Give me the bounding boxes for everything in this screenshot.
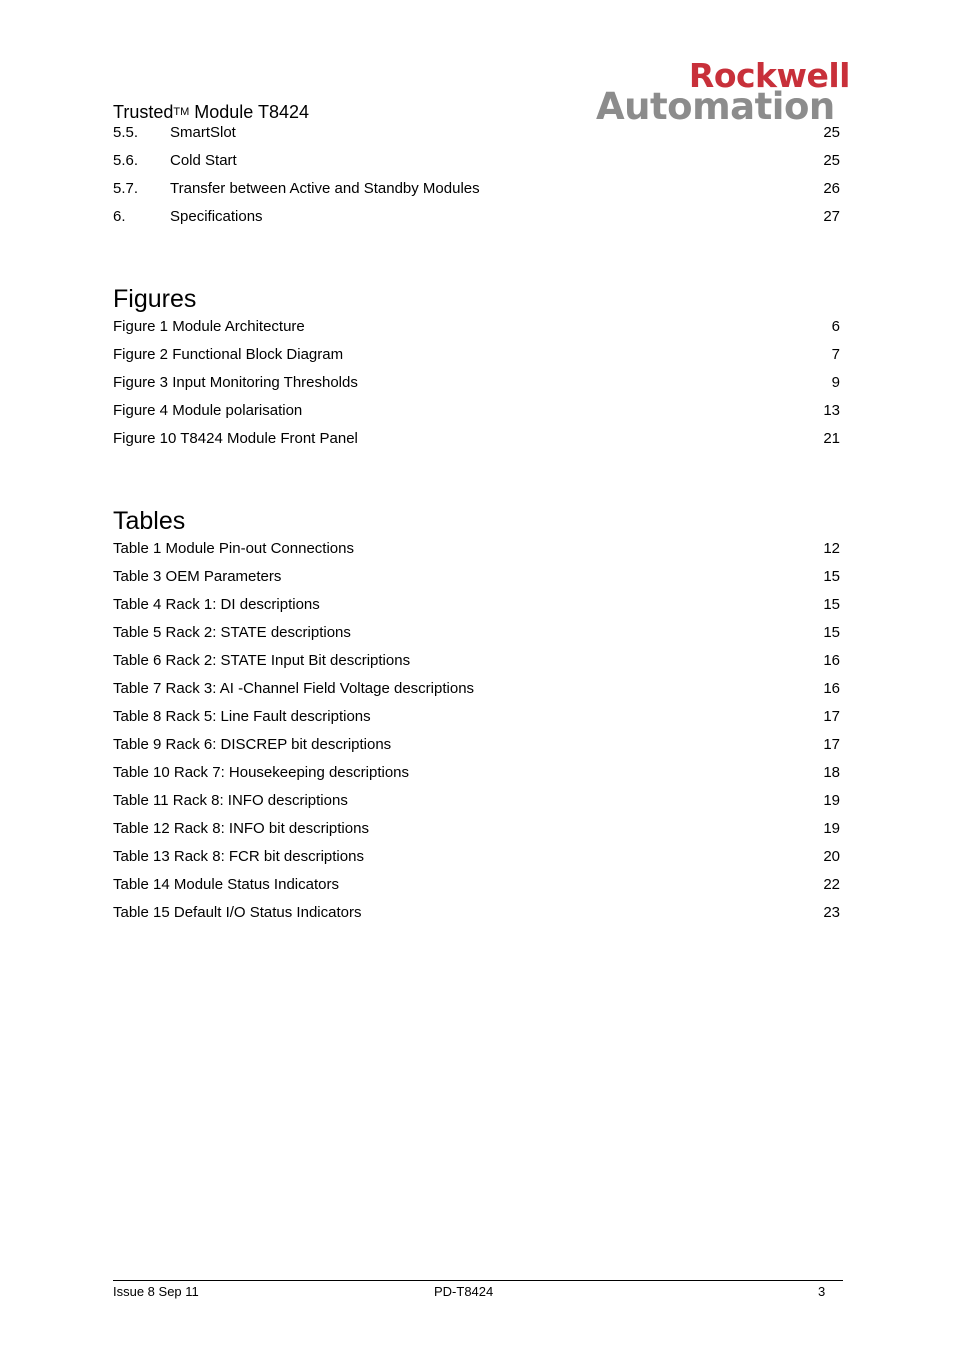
table-entry[interactable] xyxy=(113,652,840,680)
footer-document-id: PD-T8424 xyxy=(434,1284,494,1299)
table-entry[interactable] xyxy=(113,680,840,708)
table-entry-page: 12 xyxy=(823,540,840,557)
figure-entry-page: 6 xyxy=(831,318,840,335)
table-entry-title: Table 9 Rack 6: DISCREP bit descriptions xyxy=(113,736,392,753)
table-entry-page: 16 xyxy=(823,652,840,669)
table-entry-page: 15 xyxy=(823,596,840,613)
table-entry-title: Table 15 Default I/O Status Indicators xyxy=(113,904,362,921)
figure-entry[interactable] xyxy=(113,430,840,458)
toc-entry-title: SmartSlot xyxy=(170,124,236,141)
contents-list xyxy=(113,124,840,236)
table-entry-title: Table 11 Rack 8: INFO descriptions xyxy=(113,792,348,809)
table-entry[interactable] xyxy=(113,792,840,820)
table-entry[interactable] xyxy=(113,540,840,568)
figure-entry[interactable] xyxy=(113,318,840,346)
table-entry-title: Table 4 Rack 1: DI descriptions xyxy=(113,596,320,613)
table-entry[interactable] xyxy=(113,904,840,932)
table-entry-title: Table 6 Rack 2: STATE Input Bit descriptions xyxy=(113,652,411,669)
table-entry-title: Table 5 Rack 2: STATE descriptions xyxy=(113,624,351,641)
table-entry[interactable] xyxy=(113,708,840,736)
figure-entry-page: 13 xyxy=(823,402,840,419)
figure-entry[interactable] xyxy=(113,402,840,430)
table-entry[interactable] xyxy=(113,624,840,652)
toc-entry-page: 25 xyxy=(823,124,840,141)
table-entry-page: 19 xyxy=(823,792,840,809)
table-entry-page: 23 xyxy=(823,904,840,921)
table-entry-page: 20 xyxy=(823,848,840,865)
trademark-superscript: TM xyxy=(173,106,190,118)
figure-entry[interactable] xyxy=(113,346,840,374)
table-entry-page: 17 xyxy=(823,708,840,725)
table-entry-title: Table 1 Module Pin-out Connections xyxy=(113,540,354,557)
table-entry-title: Table 10 Rack 7: Housekeeping descriptions xyxy=(113,764,410,781)
table-entry-page: 17 xyxy=(823,736,840,753)
figure-entry-page: 21 xyxy=(823,430,840,447)
table-entry-title: Table 8 Rack 5: Line Fault descriptions xyxy=(113,708,371,725)
toc-entry-page: 26 xyxy=(823,180,840,197)
table-entry-page: 16 xyxy=(823,680,840,697)
table-entry-page: 15 xyxy=(823,568,840,585)
toc-entry-number: 5.6. xyxy=(113,152,139,169)
table-entry[interactable] xyxy=(113,876,840,904)
table-entry-title: Table 3 OEM Parameters xyxy=(113,568,282,585)
table-entry-title: Table 7 Rack 3: AI -Channel Field Voltage descriptions xyxy=(113,680,475,697)
toc-entry-page: 25 xyxy=(823,152,840,169)
table-entry[interactable] xyxy=(113,568,840,596)
toc-entry-title: Specifications xyxy=(170,208,263,225)
toc-entry-number: 5.5. xyxy=(113,124,139,141)
figure-entry-title: Figure 10 T8424 Module Front Panel xyxy=(113,430,358,447)
table-entry[interactable] xyxy=(113,764,840,792)
logo-line-rockwell: Rockwell xyxy=(688,56,850,95)
table-entry[interactable] xyxy=(113,596,840,624)
footer-issue: Issue 8 Sep 11 xyxy=(113,1284,199,1299)
toc-entry-number: 6. xyxy=(113,208,126,225)
table-entry-page: 15 xyxy=(823,624,840,641)
figures-heading: Figures xyxy=(113,285,197,313)
figure-entry-page: 9 xyxy=(831,374,840,391)
toc-entry[interactable] xyxy=(113,152,840,180)
tables-list xyxy=(113,540,840,932)
tables-heading: Tables xyxy=(113,507,186,535)
figure-entry[interactable] xyxy=(113,374,840,402)
toc-entry-title: Transfer between Active and Standby Modules xyxy=(170,180,480,197)
figure-entry-page: 7 xyxy=(831,346,840,363)
figure-entry-title: Figure 2 Functional Block Diagram xyxy=(113,346,344,363)
header-title-prefix: Trusted xyxy=(113,102,174,122)
toc-entry-number: 5.7. xyxy=(113,180,139,197)
figure-entry-title: Figure 3 Input Monitoring Thresholds xyxy=(113,374,358,391)
table-entry-page: 19 xyxy=(823,820,840,837)
toc-entry[interactable] xyxy=(113,124,840,152)
table-entry[interactable] xyxy=(113,820,840,848)
table-entry-title: Table 14 Module Status Indicators xyxy=(113,876,339,893)
footer-page-number: 3 xyxy=(818,1284,826,1299)
rockwell-automation-logo xyxy=(596,56,852,128)
toc-entry[interactable] xyxy=(113,180,840,208)
footer-divider xyxy=(113,1280,843,1281)
header-title-suffix: Module T8424 xyxy=(194,102,310,122)
toc-entry-page: 27 xyxy=(823,208,840,225)
figure-entry-title: Figure 4 Module polarisation xyxy=(113,402,303,419)
table-entry[interactable] xyxy=(113,848,840,876)
table-entry-page: 22 xyxy=(823,876,840,893)
toc-entry-title: Cold Start xyxy=(170,152,237,169)
document-header-title xyxy=(113,101,309,126)
figures-list xyxy=(113,318,840,458)
toc-entry[interactable] xyxy=(113,208,840,236)
table-entry-title: Table 12 Rack 8: INFO bit descriptions xyxy=(113,820,369,837)
table-entry-page: 18 xyxy=(823,764,840,781)
table-entry-title: Table 13 Rack 8: FCR bit descriptions xyxy=(113,848,364,865)
logo-line-automation: Automation xyxy=(596,85,835,128)
table-entry[interactable] xyxy=(113,736,840,764)
figure-entry-title: Figure 1 Module Architecture xyxy=(113,318,305,335)
